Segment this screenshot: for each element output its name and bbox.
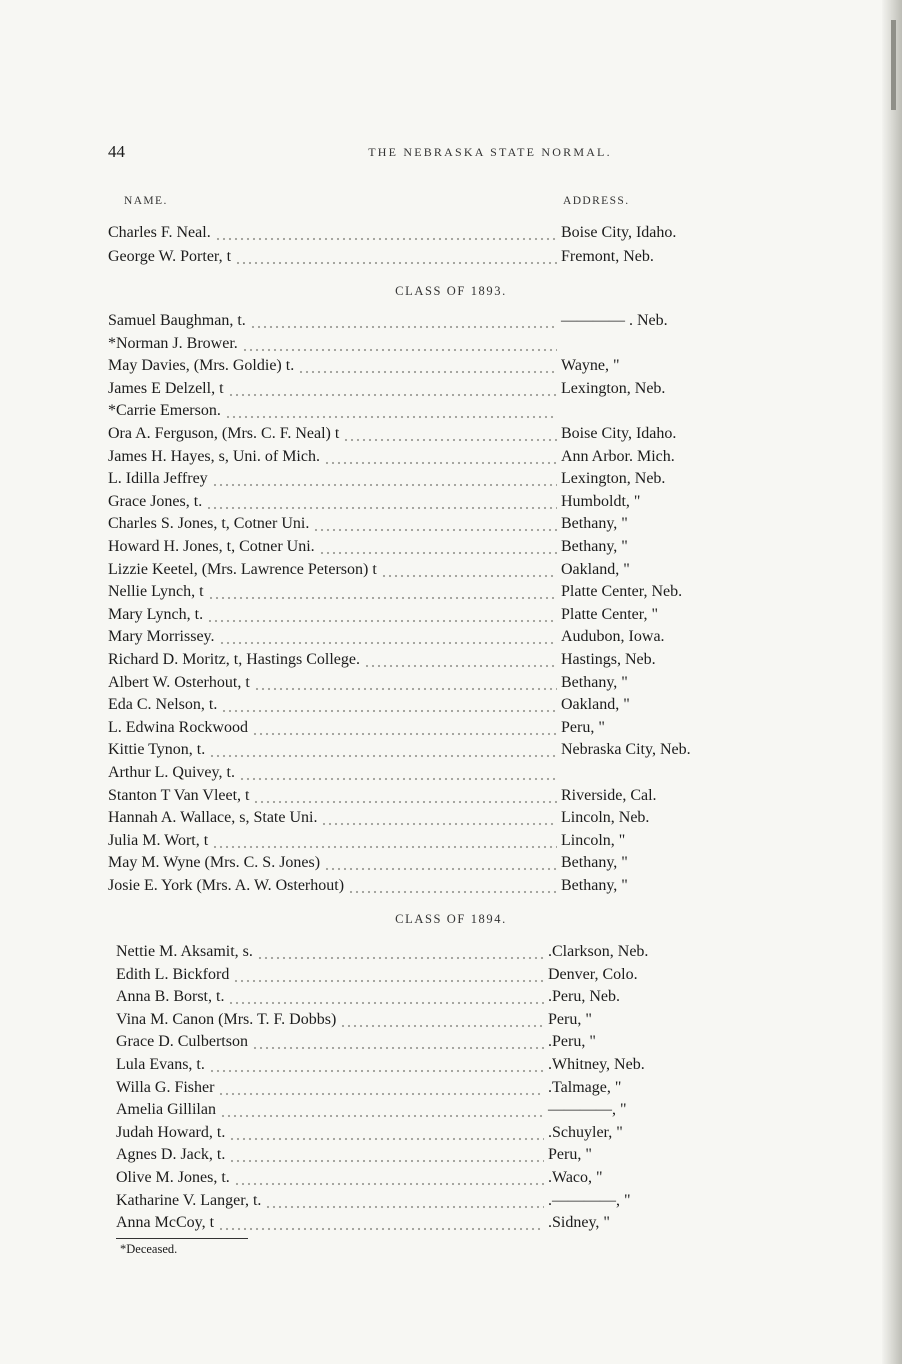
alumni-address: Audubon, Iowa. xyxy=(561,628,665,646)
alumni-address: Lincoln, " xyxy=(561,831,626,849)
alumni-name: Hannah A. Wallace, s, State Uni. xyxy=(108,809,318,827)
alumni-entry xyxy=(0,672,902,694)
alumni-name: Grace D. Culbertson xyxy=(116,1033,248,1051)
alumni-entry xyxy=(0,694,902,716)
dot-leader xyxy=(348,875,557,897)
alumni-address: Oakland, " xyxy=(561,560,630,578)
dot-leader xyxy=(208,581,557,603)
alumni-address: Bethany, " xyxy=(561,854,628,872)
alumni-name: Eda C. Nelson, t. xyxy=(108,696,218,714)
dot-leader xyxy=(220,1099,544,1121)
alumni-address: Bethany, " xyxy=(561,673,628,691)
alumni-address: Bethany, " xyxy=(561,877,628,894)
alumni-address: Bethany, " xyxy=(561,515,628,533)
alumni-address: ————, " xyxy=(548,1101,627,1119)
alumni-name: Grace Jones, t. xyxy=(108,492,203,510)
dot-leader xyxy=(321,807,557,829)
alumni-entry xyxy=(0,468,902,490)
class-1894-heading: CLASS OF 1894. xyxy=(395,912,507,926)
alumni-entry xyxy=(0,875,902,897)
alumni-name: Edith L. Bickford xyxy=(116,965,230,983)
alumni-address: .Schuyler, " xyxy=(548,1123,623,1141)
alumni-entry xyxy=(0,222,902,244)
alumni-entry xyxy=(0,964,902,986)
alumni-entry xyxy=(0,378,902,400)
dot-leader xyxy=(228,986,544,1008)
footnote-rule xyxy=(116,1238,248,1239)
alumni-address: Platte Center, " xyxy=(561,605,658,623)
alumni-address: Nebraska City, Neb. xyxy=(561,741,691,759)
alumni-name: Albert W. Osterhout, t xyxy=(108,673,250,691)
alumni-address: .Peru, Neb. xyxy=(548,988,620,1006)
alumni-entry xyxy=(0,310,902,332)
alumni-address: Riverside, Cal. xyxy=(561,786,657,804)
alumni-name: Mary Morrissey. xyxy=(108,628,215,646)
alumni-name: Richard D. Moritz, t, Hastings College. xyxy=(108,651,360,668)
alumni-entry xyxy=(0,1122,902,1144)
alumni-entry xyxy=(0,1190,902,1212)
dot-leader xyxy=(242,333,557,355)
alumni-name: Mary Lynch, t. xyxy=(108,605,204,623)
dot-leader xyxy=(254,672,557,694)
alumni-address: Oakland, " xyxy=(561,696,630,714)
alumni-entry xyxy=(0,986,902,1008)
alumni-address: .————, " xyxy=(548,1191,631,1209)
dot-leader xyxy=(234,1167,544,1189)
alumni-entry xyxy=(0,1144,902,1166)
dot-leader xyxy=(209,739,557,761)
alumni-name: Willa G. Fisher xyxy=(116,1078,215,1096)
dot-leader xyxy=(340,1009,544,1031)
alumni-name: Anna McCoy, t xyxy=(116,1214,215,1232)
alumni-name: Kittie Tynon, t. xyxy=(108,741,206,759)
dot-leader xyxy=(229,1122,544,1144)
alumni-name: Charles F. Neal. xyxy=(108,224,211,241)
dot-leader xyxy=(313,513,557,535)
alumni-address: .Talmage, " xyxy=(548,1078,622,1096)
alumni-name: Katharine V. Langer, t. xyxy=(116,1191,262,1209)
alumni-address: .Sidney, " xyxy=(548,1214,610,1232)
page-number: 44 xyxy=(108,142,125,161)
alumni-name: Julia M. Wort, t xyxy=(108,831,209,849)
alumni-name: Amelia Gillilan xyxy=(116,1101,216,1119)
alumni-entry xyxy=(0,807,902,829)
dot-leader xyxy=(228,378,557,400)
dot-leader xyxy=(324,852,557,874)
alumni-address: Peru, " xyxy=(561,718,605,736)
dot-leader xyxy=(229,1144,544,1166)
alumni-name: Agnes D. Jack, t. xyxy=(116,1146,226,1164)
alumni-entry xyxy=(0,762,902,784)
dot-leader xyxy=(207,604,557,626)
dot-leader xyxy=(209,1054,544,1076)
alumni-entry xyxy=(0,1009,902,1031)
alumni-address: .Waco, " xyxy=(548,1169,603,1186)
alumni-name: James E Delzell, t xyxy=(108,379,224,397)
alumni-address: Platte Center, Neb. xyxy=(561,583,683,601)
alumni-name: Josie E. York (Mrs. A. W. Osterhout) xyxy=(108,877,345,894)
alumni-entry xyxy=(0,491,902,513)
alumni-name: Ora A. Ferguson, (Mrs. C. F. Neal) t xyxy=(108,425,340,442)
alumni-entry xyxy=(0,649,902,671)
dot-leader xyxy=(364,649,557,671)
alumni-entry xyxy=(0,423,902,445)
alumni-entry xyxy=(0,1099,902,1121)
alumni-address: Boise City, Idaho. xyxy=(561,425,677,442)
dot-leader xyxy=(212,830,557,852)
alumni-name: Olive M. Jones, t. xyxy=(116,1169,230,1186)
alumni-entry xyxy=(0,1077,902,1099)
dot-leader xyxy=(252,1031,544,1053)
alumni-entry xyxy=(0,852,902,874)
alumni-name: Nellie Lynch, t xyxy=(108,583,204,601)
alumni-entry xyxy=(0,446,902,468)
dot-leader xyxy=(221,694,557,716)
alumni-name: Judah Howard, t. xyxy=(116,1123,226,1141)
alumni-address: Peru, " xyxy=(548,1010,592,1028)
alumni-address: Humboldt, " xyxy=(561,492,641,510)
address-column-heading: ADDRESS. xyxy=(563,195,630,207)
alumni-address: Boise City, Idaho. xyxy=(561,224,677,241)
dot-leader xyxy=(343,423,557,445)
alumni-entry xyxy=(0,1031,902,1053)
dot-leader xyxy=(257,941,544,963)
alumni-entry xyxy=(0,830,902,852)
alumni-name: Lula Evans, t. xyxy=(116,1056,205,1073)
alumni-entry xyxy=(0,941,902,963)
dot-leader xyxy=(253,785,557,807)
dot-leader xyxy=(219,626,557,648)
alumni-entry xyxy=(0,400,902,422)
alumni-entry xyxy=(0,1054,902,1076)
alumni-entry xyxy=(0,559,902,581)
class-1893-heading: CLASS OF 1893. xyxy=(395,284,507,298)
alumni-name: L. Edwina Rockwood xyxy=(108,718,248,736)
alumni-address: Bethany, " xyxy=(561,538,628,555)
alumni-entry xyxy=(0,717,902,739)
alumni-name: Nettie M. Aksamit, s. xyxy=(116,943,253,960)
alumni-address: Peru, " xyxy=(548,1146,592,1164)
alumni-name: May Davies, (Mrs. Goldie) t. xyxy=(108,357,295,375)
dot-leader xyxy=(225,400,557,422)
alumni-address: Lincoln, Neb. xyxy=(561,809,650,827)
alumni-entry xyxy=(0,333,902,355)
name-column-heading: NAME. xyxy=(124,195,168,207)
dot-leader xyxy=(233,964,544,986)
page-header xyxy=(0,142,902,166)
dot-leader xyxy=(298,355,557,377)
dot-leader xyxy=(381,559,557,581)
alumni-name: Vina M. Canon (Mrs. T. F. Dobbs) xyxy=(116,1010,337,1028)
alumni-entry xyxy=(0,246,902,268)
alumni-name: Samuel Baughman, t. xyxy=(108,312,246,329)
alumni-name: *Norman J. Brower. xyxy=(108,334,238,352)
alumni-entry xyxy=(0,626,902,648)
footnote: *Deceased. xyxy=(120,1242,178,1256)
alumni-entry xyxy=(0,581,902,603)
alumni-name: George W. Porter, t xyxy=(108,247,232,265)
alumni-name: May M. Wyne (Mrs. C. S. Jones) xyxy=(108,854,321,872)
alumni-name: Charles S. Jones, t, Cotner Uni. xyxy=(108,515,310,533)
scanner-edge-mark xyxy=(891,20,896,110)
alumni-name: Anna B. Borst, t. xyxy=(116,988,225,1006)
dot-leader xyxy=(212,468,557,490)
alumni-entry xyxy=(0,536,902,558)
alumni-entry xyxy=(0,739,902,761)
alumni-address: Denver, Colo. xyxy=(548,965,638,983)
alumni-address: Lexington, Neb. xyxy=(561,470,666,488)
alumni-address: Ann Arbor. Mich. xyxy=(561,447,675,465)
dot-leader xyxy=(252,717,557,739)
dot-leader xyxy=(319,536,557,558)
alumni-name: Howard H. Jones, t, Cotner Uni. xyxy=(108,538,315,555)
alumni-address: ———— . Neb. xyxy=(561,312,668,329)
dot-leader xyxy=(218,1077,544,1099)
dot-leader xyxy=(218,1212,544,1234)
alumni-name: L. Idilla Jeffrey xyxy=(108,470,208,488)
dot-leader xyxy=(265,1190,544,1212)
alumni-address: Hastings, Neb. xyxy=(561,651,656,668)
alumni-address: Lexington, Neb. xyxy=(561,379,666,397)
running-title: THE NEBRASKA STATE NORMAL. xyxy=(368,145,612,159)
alumni-entry xyxy=(0,355,902,377)
dot-leader xyxy=(206,491,557,513)
dot-leader xyxy=(235,246,557,268)
dot-leader xyxy=(250,310,557,332)
alumni-entry xyxy=(0,604,902,626)
alumni-entry xyxy=(0,513,902,535)
alumni-name: Arthur L. Quivey, t. xyxy=(108,764,235,781)
alumni-address: .Peru, " xyxy=(548,1033,596,1051)
alumni-entry xyxy=(0,785,902,807)
dot-leader xyxy=(239,762,557,784)
alumni-name: James H. Hayes, s, Uni. of Mich. xyxy=(108,447,320,465)
alumni-name: Lizzie Keetel, (Mrs. Lawrence Peterson) t xyxy=(108,560,377,578)
alumni-entry xyxy=(0,1212,902,1234)
alumni-address: .Whitney, Neb. xyxy=(548,1056,645,1073)
dot-leader xyxy=(215,222,557,244)
alumni-name: Stanton T Van Vleet, t xyxy=(108,786,250,804)
alumni-address: Wayne, " xyxy=(561,357,620,375)
dot-leader xyxy=(324,446,557,468)
alumni-entry xyxy=(0,1167,902,1189)
alumni-address: .Clarkson, Neb. xyxy=(548,943,649,960)
alumni-name: *Carrie Emerson. xyxy=(108,402,221,420)
alumni-address: Fremont, Neb. xyxy=(561,247,654,265)
